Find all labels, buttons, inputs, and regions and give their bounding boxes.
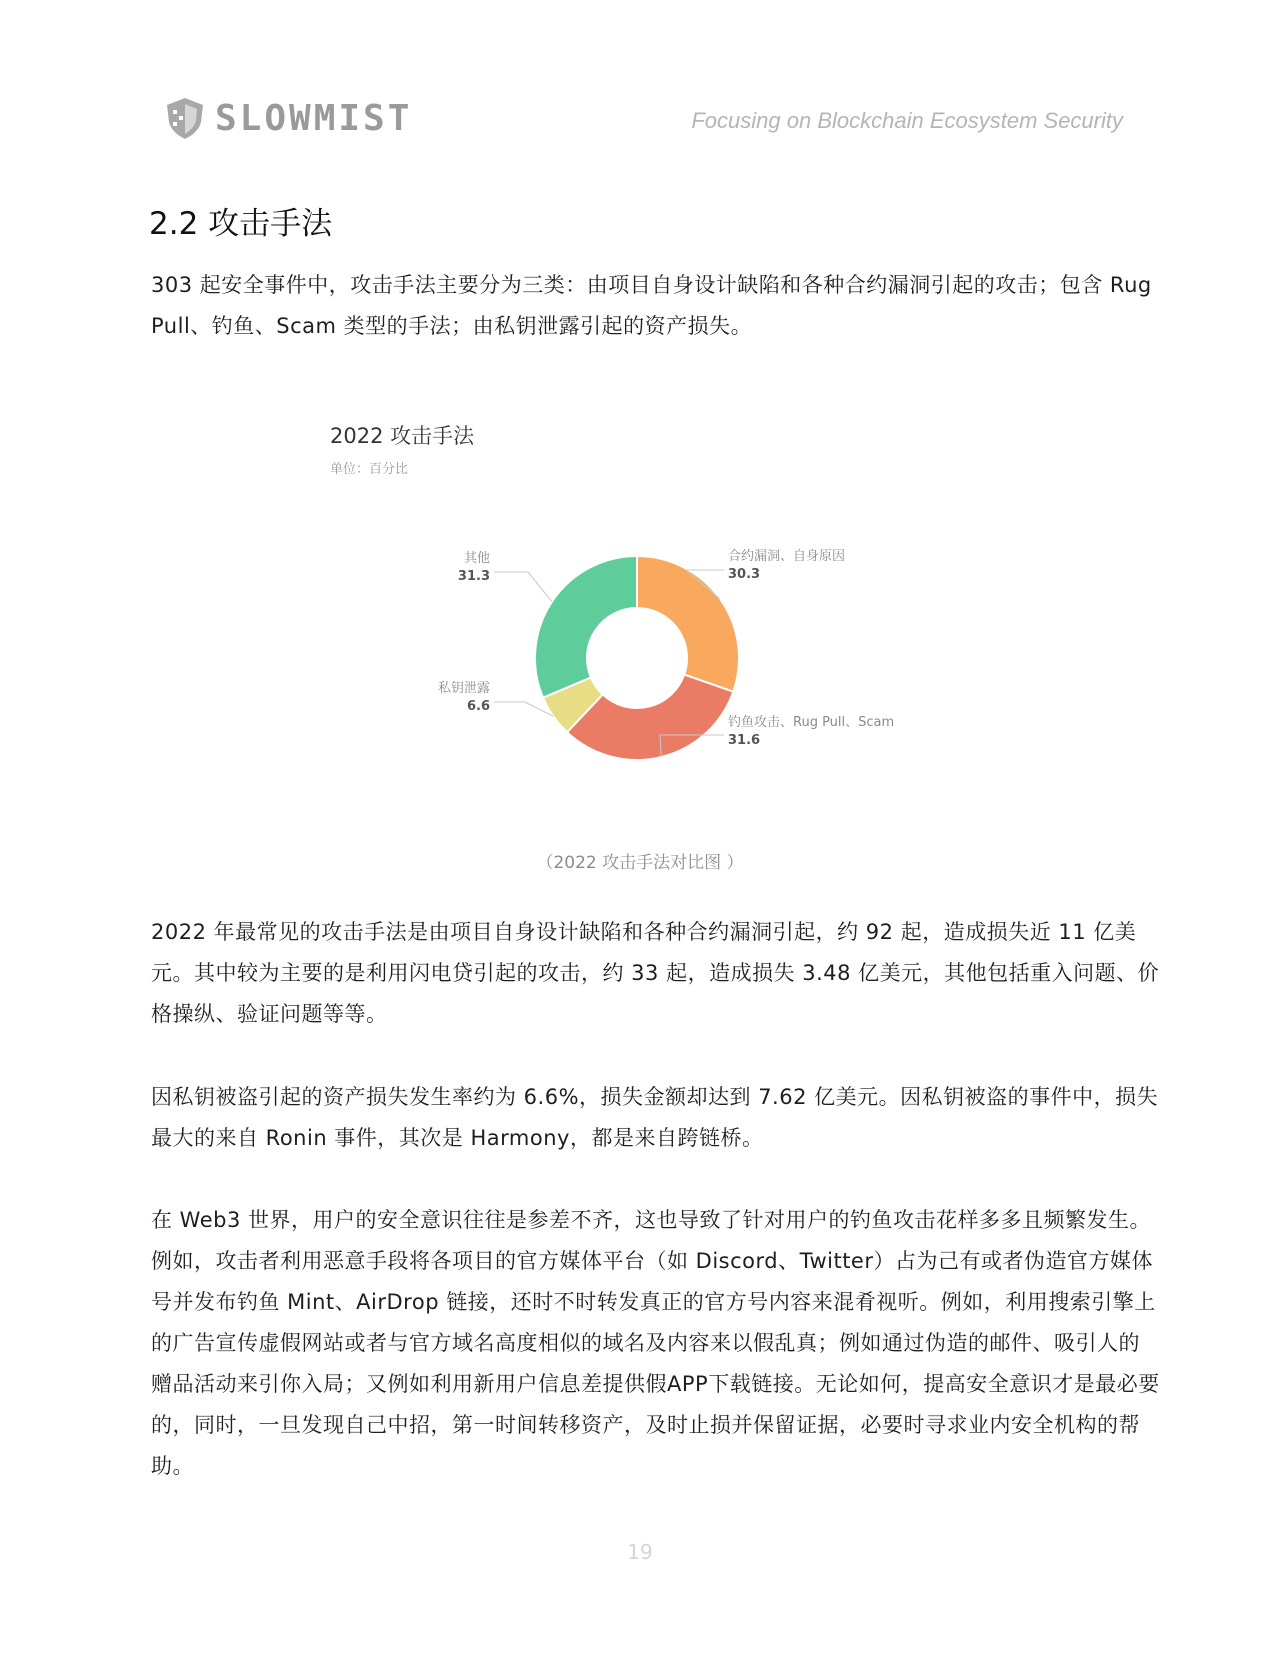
section-title: 2.2 攻击手法	[149, 206, 333, 242]
chart-title: 2022 攻击手法	[330, 424, 475, 448]
page-number: 19	[627, 1540, 653, 1564]
slice-label: 私钥泄露	[437, 681, 490, 696]
chart-caption: （2022 攻击手法对比图 ）	[536, 853, 744, 873]
chart-unit-label: 单位：百分比	[330, 462, 409, 477]
slice-label: 钓鱼攻击、Rug Pull、Scam	[728, 715, 895, 730]
pie-slice	[637, 556, 739, 692]
slice-value: 6.6	[466, 699, 490, 714]
attack-methods-chart	[330, 420, 970, 800]
intro-paragraph: 303 起安全事件中，攻击手法主要分为三类：由项目自身设计缺陷和各种合约漏洞引起的攻击；包含 Rug Pull、钓鱼、Scam 类型的手法；由私钥泄露引起的资产损失。	[151, 273, 1152, 338]
slowmist-logo	[163, 96, 412, 140]
donut-chart	[330, 420, 970, 800]
header-tagline: Focusing on Blockchain Ecosystem Security	[691, 108, 1123, 133]
shield-icon	[163, 96, 207, 140]
pie-slice	[535, 556, 637, 698]
leader-line	[494, 572, 552, 602]
slice-label: 合约漏洞、自身原因	[728, 549, 846, 564]
slice-value: 31.3	[457, 569, 490, 584]
leader-line	[494, 702, 553, 716]
body-paragraph-2: 因私钥被盗引起的资产损失发生率约为 6.6%，损失金额却达到 7.62 亿美元。因私钥被盗的事件中，损失最大的来自 Ronin 事件，其次是 Harmony，都是来自跨链桥。	[151, 1085, 1159, 1150]
slice-value: 30.3	[728, 567, 761, 582]
slice-value: 31.6	[728, 733, 761, 748]
logo-text: SLOWMIST	[215, 97, 413, 139]
body-paragraph-3: 在 Web3 世界，用户的安全意识往往是参差不齐，这也导致了针对用户的钓鱼攻击花样多多且频繁发生。例如，攻击者利用恶意手段将各项目的官方媒体平台（如 Discord、Twitter）占为己有或者伪造官方媒体号并发布钓鱼 Mint、AirDrop 链接，还时不时转发真正的官方号内容来混肴视听。例如，利用搜索引擎上的广告宣传虚假网站或者与官方域名高度相似的域名及内容来以假乱真；例如通过伪造的邮件、吸引人的赠品活动来引你入局；又例如利用新用户信息差提供假APP下载链接。无论如何，提高安全意识才是最必要的，同时，一旦发现自己中招，第一时间转移资产，及时止损并保留证据，必要时寻求业内安全机构的帮助。	[151, 1208, 1160, 1478]
page-header	[163, 96, 1123, 146]
slice-label: 其他	[463, 551, 490, 566]
body-paragraph-1: 2022 年最常见的攻击手法是由项目自身设计缺陷和各种合约漏洞引起，约 92 起，造成损失近 11 亿美元。其中较为主要的是利用闪电贷引起的攻击，约 33 起，造成损失 3.48 亿美元，其他包括重入问题、价格操纵、验证问题等等。	[151, 920, 1160, 1026]
